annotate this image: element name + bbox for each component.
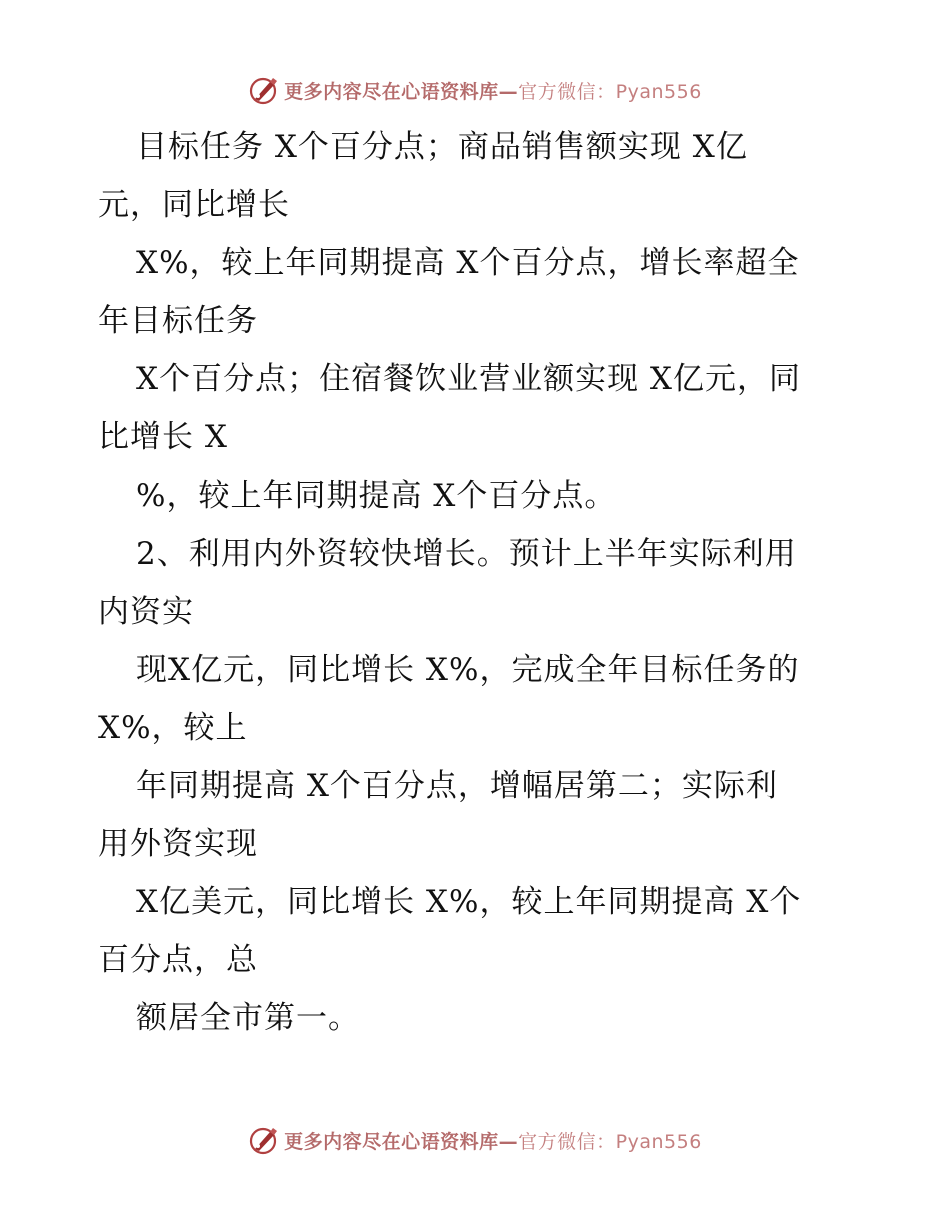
body-line: X个百分点；住宿餐饮业营业额实现 X亿元，同 bbox=[136, 361, 801, 398]
pen-seal-logo-icon bbox=[248, 74, 280, 106]
pen-seal-logo-icon bbox=[248, 1124, 280, 1156]
body-line: 2、利用内外资较快增长。预计上半年实际利用 bbox=[136, 535, 797, 572]
footer-banner-slogan: 更多内容尽在心语资料库— bbox=[284, 1130, 519, 1153]
header-banner-wechat: 官方微信：Pyan556 bbox=[518, 80, 702, 103]
header-banner-text bbox=[284, 77, 702, 104]
document-body bbox=[98, 118, 858, 1048]
body-line: %，较上年同期提高 X个百分点。 bbox=[136, 477, 617, 514]
body-line: 额居全市第一。 bbox=[136, 1000, 360, 1037]
footer-banner-text bbox=[284, 1127, 702, 1154]
header-banner bbox=[0, 70, 950, 110]
footer-banner-wechat: 官方微信：Pyan556 bbox=[518, 1130, 702, 1153]
footer-banner bbox=[0, 1120, 950, 1160]
body-line: 年目标任务 bbox=[98, 303, 258, 340]
body-line: 用外资实现 bbox=[98, 826, 258, 863]
body-line: X%，较上年同期提高 X个百分点，增长率超全 bbox=[136, 245, 800, 282]
body-line: 元，同比增长 bbox=[98, 187, 290, 224]
body-line: X亿美元，同比增长 X%，较上年同期提高 X个 bbox=[136, 884, 802, 921]
body-line: 百分点，总 bbox=[98, 942, 258, 979]
body-line: X%，较上 bbox=[98, 709, 248, 746]
body-line: 年同期提高 X个百分点，增幅居第二；实际利 bbox=[136, 768, 778, 805]
body-line: 目标任务 X个百分点；商品销售额实现 X亿 bbox=[136, 129, 748, 165]
body-line: 内资实 bbox=[98, 593, 194, 630]
body-line: 现X亿元，同比增长 X%，完成全年目标任务的 bbox=[136, 651, 800, 688]
body-line: 比增长 X bbox=[98, 419, 228, 456]
header-banner-slogan: 更多内容尽在心语资料库— bbox=[284, 80, 519, 103]
